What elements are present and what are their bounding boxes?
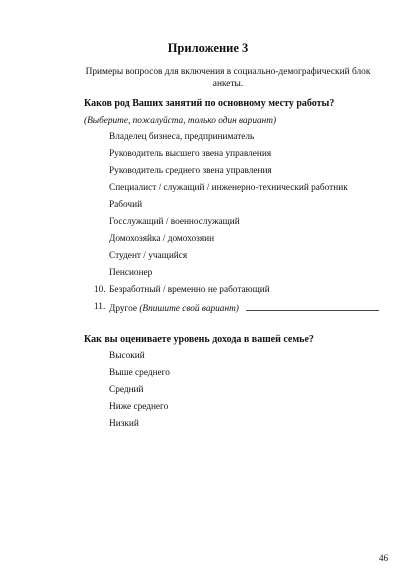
option-label: Выше среднего xyxy=(109,368,170,378)
option-label: Пенсионер xyxy=(109,268,153,278)
option-label: Другое xyxy=(109,304,137,314)
page-number: 46 xyxy=(379,553,388,563)
option-number: 11. xyxy=(94,302,106,312)
write-in-line[interactable] xyxy=(246,301,379,311)
appendix-title: Приложение 3 xyxy=(167,41,249,55)
option-label: Средний xyxy=(109,385,144,395)
option-label: Студент / учащийся xyxy=(109,251,188,261)
option-label: Безработный / временно не работающий xyxy=(109,285,270,295)
option-label: Специалист / служащий / инженерно-технический работник xyxy=(109,183,348,193)
option-other xyxy=(109,301,379,315)
option-label: Владелец бизнеса, предприниматель xyxy=(109,132,255,142)
question-occupation-note: (Выберите, пожалуйста, только один вариант) xyxy=(84,116,277,126)
option-label: Низкий xyxy=(109,419,139,429)
option-label: Госслужащий / военнослужащий xyxy=(109,217,240,227)
option-label: Ниже среднего xyxy=(109,402,169,412)
option-hint: (Впишите свой вариант) xyxy=(139,304,239,314)
option-label: Высокий xyxy=(109,351,145,361)
option-label: Домохозяйка / домохозяин xyxy=(109,234,215,244)
option-label: Руководитель высшего звена управления xyxy=(109,149,272,159)
question-occupation: Каков род Ваших занятий по основному месту работы? xyxy=(84,98,335,109)
question-income: Как вы оцениваете уровень дохода в вашей семье? xyxy=(84,334,314,345)
option-label: Рабочий xyxy=(109,200,143,210)
option-label: Руководитель среднего звена управления xyxy=(109,166,272,176)
option-number: 10. xyxy=(94,285,106,295)
intro-text: Примеры вопросов для включения в социально-демографический блок анкеты. xyxy=(85,67,371,89)
